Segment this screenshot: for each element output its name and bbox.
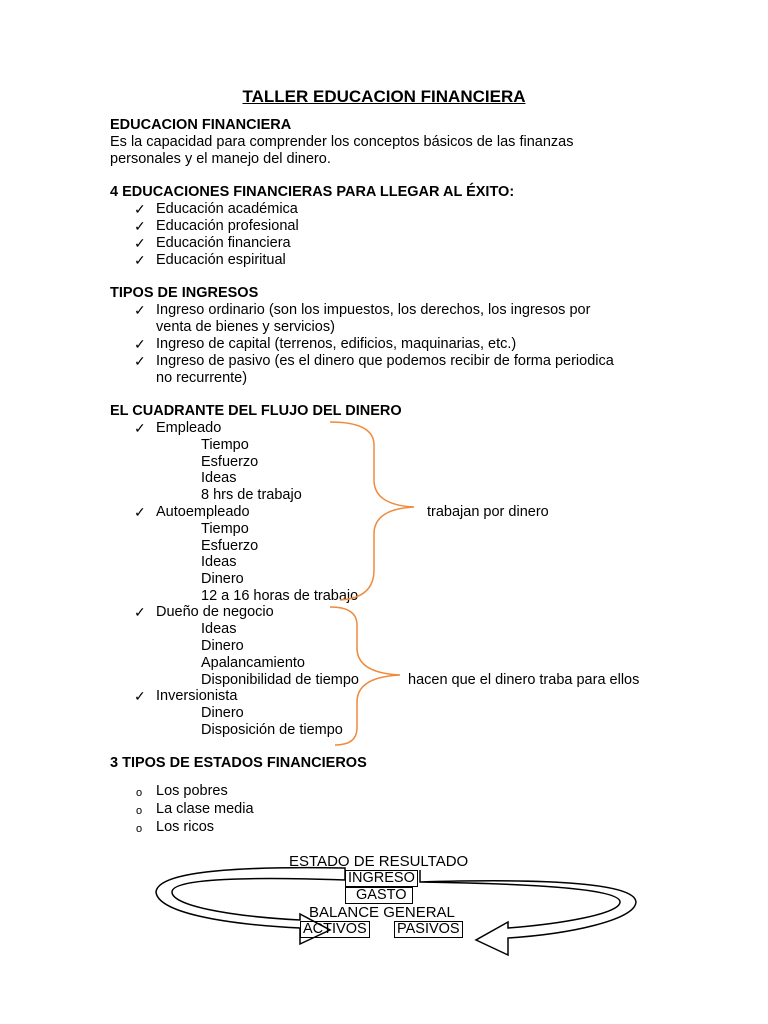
- sub-item: Tiempo: [201, 521, 249, 537]
- diagram-ingreso-box: INGRESO: [345, 870, 418, 887]
- brace-note-hacen: hacen que el dinero traba para ellos: [408, 672, 640, 688]
- sub-item: Disponibilidad de tiempo: [201, 672, 359, 688]
- diagram-estado-resultado: ESTADO DE RESULTADO: [289, 853, 469, 870]
- diagram-pasivos-box: PASIVOS: [394, 921, 463, 938]
- sub-item: Tiempo: [201, 437, 249, 453]
- list-item: Ingreso ordinario (son los impuestos, los derechos, los ingresos por: [156, 302, 591, 318]
- section-heading-estados: 3 TIPOS DE ESTADOS FINANCIEROS: [110, 755, 367, 771]
- list-item-continuation: no recurrente): [156, 370, 248, 386]
- sub-item: Dinero: [201, 638, 244, 654]
- check-icon: ✓: [134, 252, 146, 268]
- section-heading-cuadrante: EL CUADRANTE DEL FLUJO DEL DINERO: [110, 403, 402, 419]
- brace-note-trabajan: trabajan por dinero: [427, 504, 549, 520]
- diagram-balance-general: BALANCE GENERAL: [309, 904, 455, 921]
- list-item: Educación profesional: [156, 218, 299, 234]
- list-item: Los pobres: [156, 783, 228, 799]
- quadrant-dueno: Dueño de negocio: [156, 604, 274, 620]
- list-item: La clase media: [156, 801, 254, 817]
- brace-orange-1: [330, 422, 414, 600]
- list-item: Los ricos: [156, 819, 215, 835]
- sub-item: 12 a 16 horas de trabajo: [201, 588, 359, 604]
- diagram-gasto-box: GASTO: [345, 887, 413, 904]
- check-icon: ✓: [134, 688, 146, 704]
- section-heading-educaciones: 4 EDUCACIONES FINANCIERAS PARA LLEGAR AL ÉXITO:: [110, 184, 515, 200]
- check-icon: ✓: [134, 504, 146, 520]
- check-icon: ✓: [134, 201, 146, 217]
- section-heading-educacion: EDUCACION FINANCIERA: [110, 117, 292, 133]
- check-icon: ✓: [134, 353, 146, 369]
- diagram-activos-box: ACTIVOS: [300, 921, 370, 938]
- brace-orange-2: [330, 607, 400, 745]
- list-item: Educación académica: [156, 201, 298, 217]
- quadrant-inversionista: Inversionista: [156, 688, 238, 704]
- list-item: Ingreso de capital (terrenos, edificios, maquinarias, etc.): [156, 336, 517, 352]
- check-icon: ✓: [134, 235, 146, 251]
- list-item-continuation: venta de bienes y servicios): [156, 319, 335, 335]
- bullet-circle-icon: o: [136, 823, 143, 835]
- check-icon: ✓: [134, 302, 146, 318]
- list-item: Educación financiera: [156, 235, 291, 251]
- sub-item: Apalancamiento: [201, 655, 305, 671]
- sub-item: Disposición de tiempo: [201, 722, 343, 738]
- bullet-circle-icon: o: [136, 805, 143, 817]
- check-icon: ✓: [134, 420, 146, 436]
- quadrant-empleado: Empleado: [156, 420, 222, 436]
- page-title: TALLER EDUCACION FINANCIERA: [242, 87, 526, 106]
- sub-item: Ideas: [201, 554, 237, 570]
- sub-item: Ideas: [201, 470, 237, 486]
- sub-item: Dinero: [201, 705, 244, 721]
- check-icon: ✓: [134, 604, 146, 620]
- sub-item: Esfuerzo: [201, 538, 259, 554]
- list-item: Educación espiritual: [156, 252, 286, 268]
- sub-item: Dinero: [201, 571, 244, 587]
- sub-item: Ideas: [201, 621, 237, 637]
- check-icon: ✓: [134, 218, 146, 234]
- bullet-circle-icon: o: [136, 787, 143, 799]
- list-item: Ingreso de pasivo (es el dinero que podemos recibir de forma periodica: [156, 353, 614, 369]
- definition-line-1: Es la capacidad para comprender los conceptos básicos de las finanzas: [110, 134, 574, 150]
- quadrant-autoempleado: Autoempleado: [156, 504, 250, 520]
- sub-item: Esfuerzo: [201, 454, 259, 470]
- check-icon: ✓: [134, 336, 146, 352]
- sub-item: 8 hrs de trabajo: [201, 487, 302, 503]
- section-heading-ingresos: TIPOS DE INGRESOS: [110, 285, 259, 301]
- definition-line-2: personales y el manejo del dinero.: [110, 151, 331, 167]
